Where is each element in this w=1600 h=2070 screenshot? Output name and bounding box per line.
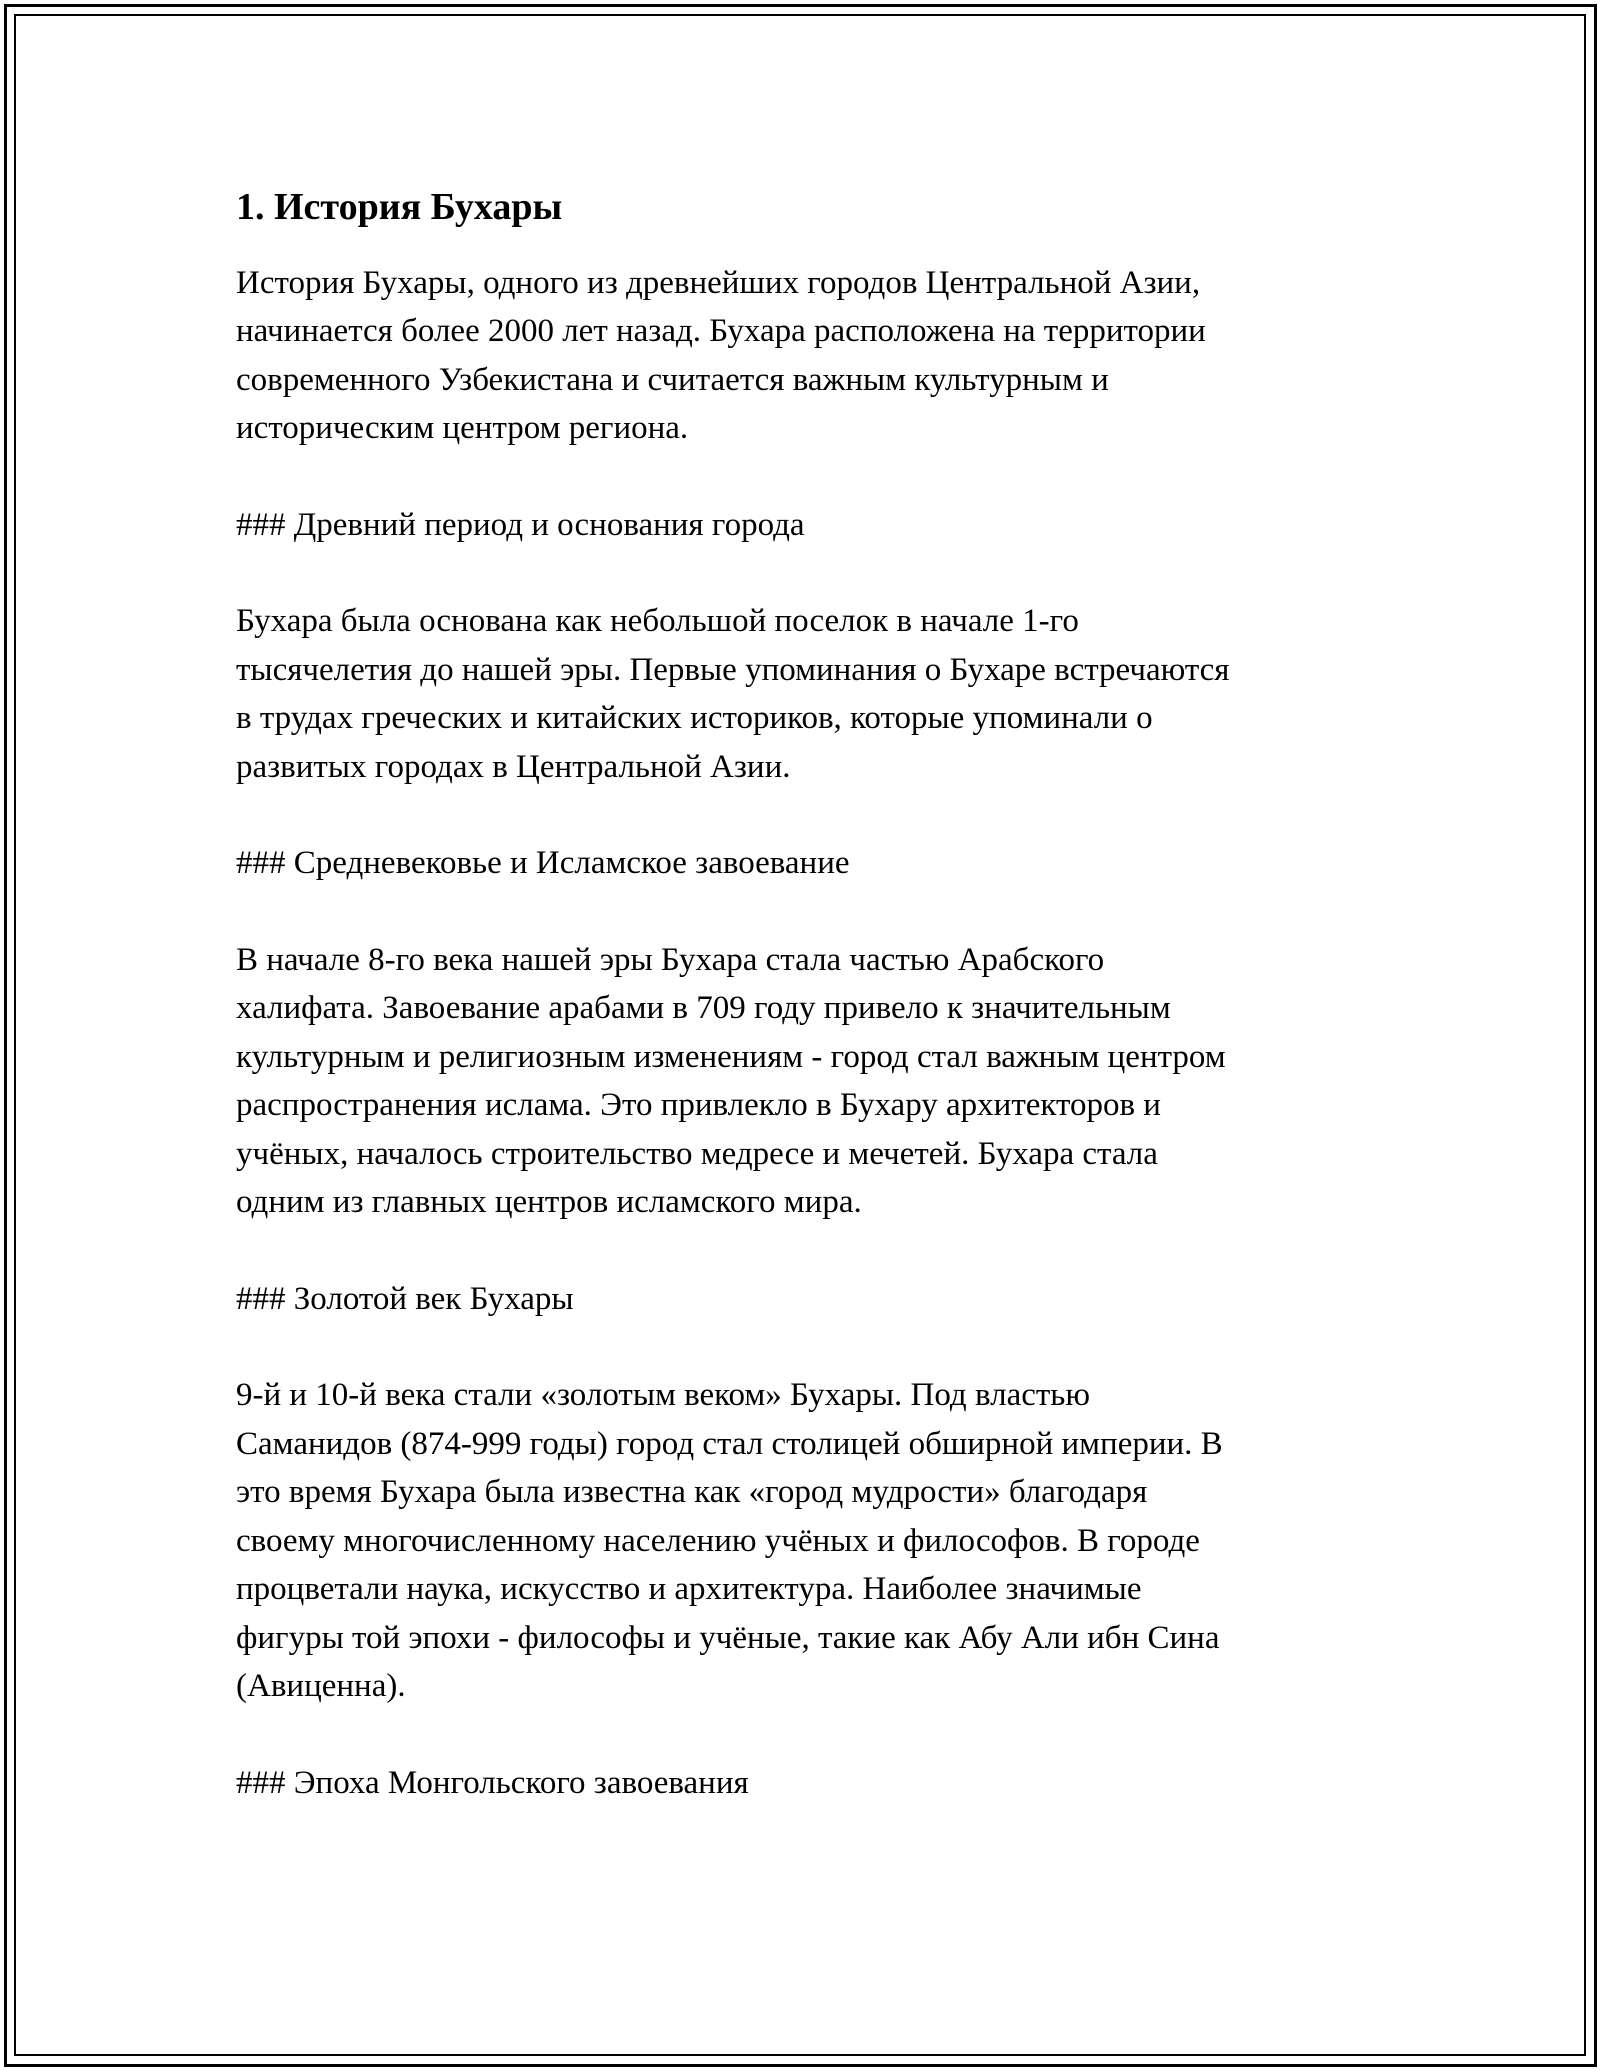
paragraph-golden-age: 9-й и 10-й века стали «золотым веком» Бухары. Под властью Саманидов (874-999 годы) город стал столицей обширной империи. В это время Бухара была известна как «город мудрости» благодаря своему многочисленному населению учёных и философов. В городе процветали наука, искусство и архитектура. Наиболее значимые фигуры той эпохи - философы и учёные, такие как Абу Али ибн Сина (Авиценна). bbox=[236, 1377, 1223, 1705]
document-title: 1. История Бухары bbox=[236, 186, 563, 228]
section-heading-ancient: ### Древний период и основания города bbox=[236, 506, 805, 543]
section-heading-medieval: ### Средневековье и Исламское завоевание bbox=[236, 845, 850, 882]
paragraph-medieval: В начале 8-го века нашей эры Бухара стала частью Арабского халифата. Завоевание арабами в 709 году привело к значительным культурным и религиозным изменениям - город стал важным центром распространения ислама. Это привлекло в Бухару архитекторов и учёных, началось строительство медресе и мечетей. Бухара стала одним из главных центров исламского мира. bbox=[236, 941, 1226, 1221]
document-body bbox=[236, 185, 1366, 1855]
section-heading-mongol: ### Эпоха Монгольского завоевания bbox=[236, 1764, 749, 1801]
section-heading-golden-age: ### Золотой век Бухары bbox=[236, 1280, 574, 1317]
paragraph-intro: История Бухары, одного из древнейших городов Центральной Азии, начинается более 2000 лет назад. Бухара расположена на территории современного Узбекистана и считается важным культурным и историческим центром региона. bbox=[236, 264, 1206, 447]
paragraph-ancient: Бухара была основана как небольшой поселок в начале 1-го тысячелетия до нашей эры. Первые упоминания о Бухаре встречаются в трудах греческих и китайских историков, которые упоминали о развитых городах в Центральной Азии. bbox=[236, 603, 1230, 785]
